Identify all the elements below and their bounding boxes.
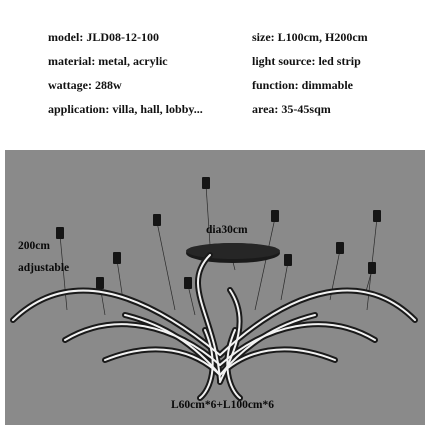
- led-rings: [13, 255, 415, 398]
- adjustable-label: adjustable: [18, 262, 70, 274]
- spec-function: function: dimmable: [252, 78, 354, 92]
- canopy-diameter-label: dia30cm: [206, 224, 248, 236]
- chandelier-illustration: [5, 150, 425, 425]
- spec-wattage: wattage: 288w: [48, 78, 122, 92]
- product-image-panel: [5, 150, 425, 425]
- spec-material: material: metal, acrylic: [48, 54, 168, 68]
- spec-sheet: [0, 0, 430, 145]
- spec-area: area: 35-45sqm: [252, 102, 331, 116]
- spec-application: application: villa, hall, lobby...: [48, 102, 203, 116]
- rings-size-label: L60cm*6+L100cm*6: [171, 399, 275, 411]
- spec-model: model: JLD08-12-100: [48, 30, 159, 44]
- spec-size: size: L100cm, H200cm: [252, 30, 368, 44]
- height-label: 200cm: [18, 240, 50, 252]
- spec-light-source: light source: led strip: [252, 54, 361, 68]
